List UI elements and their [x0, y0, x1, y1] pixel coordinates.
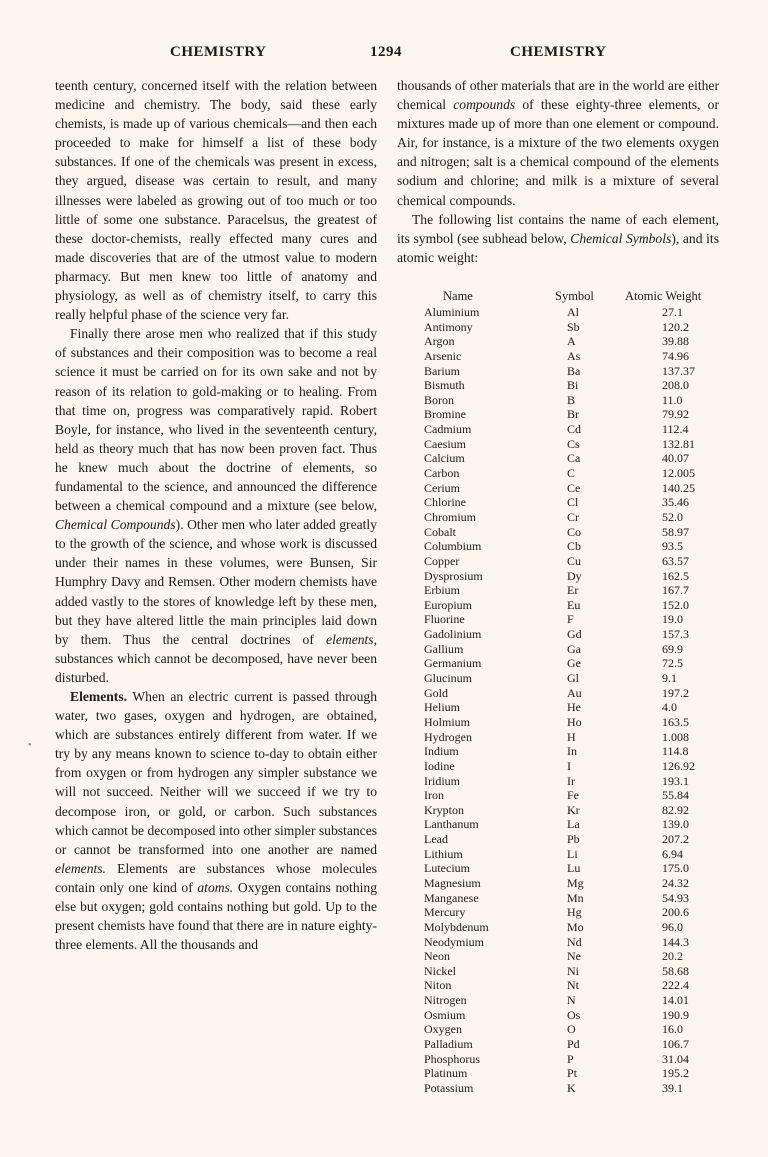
table-row [397, 466, 727, 481]
element-symbol: N [567, 993, 576, 1008]
atomic-weight: 208.0 [662, 378, 689, 393]
atomic-weight: 11.0 [662, 392, 683, 407]
paragraph-text: Elements are substances whose molecules contain only one kind of [55, 860, 377, 895]
atomic-weight: 52.0 [662, 509, 683, 524]
element-name: Bismuth [424, 378, 465, 393]
element-name: Glucinum [424, 671, 472, 686]
atomic-weight: 139.0 [662, 817, 689, 832]
element-name: Lanthanum [424, 817, 479, 832]
table-row [397, 774, 727, 789]
element-name: Phosphorus [424, 1051, 481, 1066]
element-name: Helium [424, 700, 460, 715]
table-row [397, 1066, 727, 1081]
atomic-weight: 55.84 [662, 788, 689, 803]
table-row [397, 569, 727, 584]
element-symbol: Bi [567, 378, 579, 393]
table-row [397, 334, 727, 349]
element-table [397, 287, 727, 1096]
table-row [397, 949, 727, 964]
table-row [397, 1081, 727, 1096]
table-row [397, 642, 727, 657]
atomic-weight: 175.0 [662, 861, 689, 876]
atomic-weight: 35.46 [662, 495, 689, 510]
element-symbol: H [567, 729, 576, 744]
element-name: Indium [424, 744, 459, 759]
element-symbol: Ge [567, 656, 581, 671]
element-symbol: Cl [567, 495, 579, 510]
element-symbol: Pd [567, 1037, 580, 1052]
table-row [397, 744, 727, 759]
element-name: Niton [424, 978, 452, 993]
table-row [397, 656, 727, 671]
header-weight: Atomic Weight [625, 289, 702, 303]
element-name: Chromium [424, 509, 477, 524]
element-name: Chlorine [424, 495, 466, 510]
atomic-weight: 93.5 [662, 539, 683, 554]
element-name: Europium [424, 597, 472, 612]
element-symbol: Ne [567, 949, 581, 964]
atomic-weight: 193.1 [662, 773, 689, 788]
atomic-weight: 39.88 [662, 334, 689, 349]
element-name: Potassium [424, 1080, 474, 1095]
element-name: Hydrogen [424, 729, 472, 744]
atomic-weight: 163.5 [662, 714, 689, 729]
element-symbol: I [567, 758, 571, 773]
table-row [397, 364, 727, 379]
table-row [397, 671, 727, 686]
emphasis-term: compounds [453, 97, 516, 113]
paragraph-text: Oxygen contains nothing else but oxygen; gold contains nothing but gold. Up to the present chemists have found that there are in nature eighty-three elements. All the thousands and [55, 879, 377, 953]
atomic-weight: 106.7 [662, 1037, 689, 1052]
element-symbol: Co [567, 524, 582, 539]
atomic-weight: 137.37 [662, 363, 695, 378]
element-symbol: Pb [567, 832, 580, 847]
atomic-weight: 27.1 [662, 305, 683, 319]
element-name: Nickel [424, 963, 456, 978]
table-row [397, 554, 727, 569]
element-symbol: Cs [567, 436, 580, 451]
table-row [397, 583, 727, 598]
element-symbol: Ce [567, 480, 581, 495]
element-name: Krypton [424, 802, 464, 817]
atomic-weight: 16.0 [662, 1022, 683, 1037]
left-column [55, 76, 377, 954]
element-symbol: B [567, 392, 576, 407]
paragraph-text: thousands of other materials that are in the world are either chemical [397, 78, 719, 113]
atomic-weight: 58.97 [662, 524, 689, 539]
table-row [397, 525, 727, 540]
atomic-weight: 114.8 [662, 744, 689, 759]
table-row [397, 612, 727, 627]
table-row [397, 861, 727, 876]
atomic-weight: 12.005 [662, 466, 695, 481]
atomic-weight: 207.2 [662, 832, 689, 847]
element-symbol: Nd [567, 934, 582, 949]
element-name: Boron [424, 392, 454, 407]
element-symbol: Mo [567, 919, 584, 934]
atomic-weight: 6.94 [662, 846, 683, 861]
table-row [397, 700, 727, 715]
atomic-weight: 195.2 [662, 1066, 689, 1081]
element-name: Gold [424, 685, 448, 700]
section-heading-elements: Elements. [70, 689, 128, 704]
element-name: Gadolinium [424, 627, 482, 642]
element-symbol: Cu [567, 553, 582, 568]
element-symbol: Hg [567, 905, 582, 920]
paragraph-list-intro [397, 210, 719, 267]
element-symbol: O [567, 1022, 576, 1037]
atomic-weight: 31.04 [662, 1051, 689, 1066]
paragraph-1 [55, 76, 377, 324]
atomic-weight: 1.008 [662, 729, 689, 744]
element-name: Columbium [424, 539, 482, 554]
element-name: Holmium [424, 714, 471, 729]
table-row [397, 715, 727, 730]
element-symbol: Gd [567, 627, 582, 642]
table-body [397, 305, 727, 1096]
table-row [397, 539, 727, 554]
table-row [397, 686, 727, 701]
table-row [397, 847, 727, 862]
atomic-weight: 132.81 [662, 436, 695, 451]
element-symbol: Er [567, 583, 579, 598]
table-row [397, 832, 727, 847]
element-name: Carbon [424, 466, 460, 481]
element-symbol: F [567, 612, 574, 627]
element-symbol: Ir [567, 773, 575, 788]
element-symbol: La [567, 817, 580, 832]
element-symbol: Eu [567, 597, 581, 612]
element-symbol: Cb [567, 539, 582, 554]
paragraph-2 [55, 324, 377, 687]
element-name: Caesium [424, 436, 466, 451]
header-name: Name [443, 289, 473, 303]
atomic-weight: 54.93 [662, 890, 689, 905]
element-name: Calcium [424, 451, 465, 466]
element-symbol: Au [567, 685, 582, 700]
atomic-weight: 197.2 [662, 685, 689, 700]
element-name: Lithium [424, 846, 463, 861]
table-row [397, 481, 727, 496]
table-row [397, 993, 727, 1008]
atomic-weight: 24.32 [662, 875, 689, 890]
table-row [397, 730, 727, 745]
element-symbol: Pt [567, 1066, 578, 1081]
element-symbol: Cr [567, 509, 579, 524]
running-head [60, 44, 728, 68]
element-name: Cobalt [424, 524, 456, 539]
element-symbol: Fe [567, 788, 579, 803]
atomic-weight: 40.07 [662, 451, 689, 466]
table-row [397, 598, 727, 613]
atomic-weight: 144.3 [662, 934, 689, 949]
table-row [397, 422, 727, 437]
paragraph-text: When an electric current is passed through water, two gases, oxygen and hydrogen, are obtained, which are substances entirely different from water. If we try by any means known to science to-day to obtain either from oxygen or from hydrogen any simpler substance we will not succeed. Neither will we succeed if we try to decompose iron, or gold, or carbon. Such substances which cannot be decomposed into other simpler substances or cannot be transformed into one another are named [55, 689, 378, 857]
element-name: Cerium [424, 480, 460, 495]
atomic-weight: 69.9 [662, 641, 683, 656]
emphasis-term: elements, [326, 631, 377, 647]
table-row [397, 451, 727, 466]
element-name: Antimony [424, 319, 473, 334]
element-name: Fluorine [424, 612, 465, 627]
table-row [397, 495, 727, 510]
element-name: Bromine [424, 407, 466, 422]
atomic-weight: 74.96 [662, 348, 689, 363]
element-name: Oxygen [424, 1022, 462, 1037]
table-row [397, 320, 727, 335]
atomic-weight: 162.5 [662, 568, 689, 583]
atomic-weight: 63.57 [662, 553, 689, 568]
element-name: Neodymium [424, 934, 484, 949]
emphasis-term: elements. [55, 860, 106, 876]
element-symbol: As [567, 348, 581, 363]
element-symbol: Dy [567, 568, 582, 583]
paragraph-text: substances which cannot be decomposed, have never been disturbed. [55, 650, 377, 685]
paragraph-text: ), and its atomic weight: [397, 230, 719, 265]
table-header [397, 287, 727, 305]
table-row [397, 905, 727, 920]
atomic-weight: 82.92 [662, 802, 689, 817]
element-name: Iodine [424, 758, 455, 773]
paragraph-elements [55, 687, 377, 954]
table-row [397, 627, 727, 642]
element-name: Molybdenum [424, 919, 489, 934]
atomic-weight: 222.4 [662, 978, 689, 993]
element-name: Magnesium [424, 875, 481, 890]
element-symbol: Mn [567, 890, 584, 905]
element-name: Lead [424, 832, 448, 847]
element-symbol: Li [567, 846, 578, 861]
element-symbol: A [567, 334, 576, 349]
element-symbol: Ca [567, 451, 581, 466]
atomic-weight: 72.5 [662, 656, 683, 671]
element-name: Aluminium [424, 305, 480, 319]
element-symbol: P [567, 1051, 574, 1066]
table-row [397, 437, 727, 452]
emphasis-term: atoms. [197, 879, 234, 895]
element-name: Platinum [424, 1066, 468, 1081]
element-symbol: Al [567, 305, 579, 319]
paragraph-text: The following list contains the name of each element, its symbol (see subhead below, [397, 211, 719, 246]
element-name: Manganese [424, 890, 479, 905]
element-name: Copper [424, 553, 460, 568]
atomic-weight: 96.0 [662, 919, 683, 934]
atomic-weight: 200.6 [662, 905, 689, 920]
table-row [397, 407, 727, 422]
table-row [397, 305, 727, 320]
table-row [397, 876, 727, 891]
element-name: Osmium [424, 1007, 466, 1022]
table-row [397, 817, 727, 832]
table-row [397, 510, 727, 525]
element-symbol: Ba [567, 363, 581, 378]
atomic-weight: 79.92 [662, 407, 689, 422]
table-row [397, 378, 727, 393]
element-symbol: Cd [567, 422, 582, 437]
element-symbol: K [567, 1080, 576, 1095]
element-symbol: Os [567, 1007, 581, 1022]
page-number: 1294 [370, 44, 402, 60]
element-name: Lutecium [424, 861, 470, 876]
atomic-weight: 14.01 [662, 993, 689, 1008]
table-row [397, 1037, 727, 1052]
element-symbol: Gl [567, 671, 579, 686]
atomic-weight: 58.68 [662, 963, 689, 978]
table-row [397, 393, 727, 408]
paragraph-text: of these eighty-three elements, or mixtures made up of more than one element or compound. Air, for instance, is a mixture of the two elements oxygen and nitrogen; salt is a chemical compound of the elements sodium and chlorine; and milk is a mixture of several chemical compounds. [397, 97, 719, 208]
paragraph-compounds [397, 76, 719, 210]
atomic-weight: 152.0 [662, 597, 689, 612]
header-left-title: CHEMISTRY [170, 44, 267, 60]
element-name: Palladium [424, 1037, 473, 1052]
atomic-weight: 20.2 [662, 949, 683, 964]
element-symbol: Ho [567, 714, 582, 729]
paragraph-text: teenth century, concerned itself with the relation between medicine and chemistry. The body, said these early chemists, is made up of various chemicals—and then each proceeded to make for himself a list of these body substances. If one of the chemicals was present in excess, they argued, disease was certain to result, and many illnesses were labeled as growing out of too much or too little of some one substance. Paracelsus, the greatest of these doctor-chemists, really effected many cures and made discoveries that are of the utmost value to modern pharmacy. But men knew too little of anatomy and physiology, as well as of chemistry itself, to carry this really helpful phase of the science very far. [55, 78, 377, 323]
element-symbol: Br [567, 407, 579, 422]
element-symbol: Nt [567, 978, 579, 993]
atomic-weight: 167.7 [662, 583, 689, 598]
element-symbol: C [567, 466, 576, 481]
paragraph-text: Finally there arose men who realized that if this study of substances and their composition was to become a real science it must be carried on for its own sake and not by reason of its relation to gold-making or to healing. From that time on, progress was comparatively rapid. Robert Boyle, for instance, who lived in the seventeenth century, held as theory much that has now been proven fact. Thus he knew much about the doctrine of elements, so fundamental to the science, and announced the difference between a chemical compound and a mixture (see below, [55, 326, 377, 514]
margin-mark: • [28, 740, 32, 751]
table-row [397, 1052, 727, 1067]
header-symbol: Symbol [555, 289, 594, 303]
table-row [397, 891, 727, 906]
element-name: Mercury [424, 905, 466, 920]
table-row [397, 1022, 727, 1037]
table-row [397, 964, 727, 979]
element-symbol: Sb [567, 319, 580, 334]
element-name: Cadmium [424, 422, 472, 437]
table-row [397, 803, 727, 818]
element-symbol: Kr [567, 802, 580, 817]
atomic-weight: 112.4 [662, 422, 689, 437]
atomic-weight: 120.2 [662, 319, 689, 334]
right-column [397, 76, 719, 267]
element-symbol: In [567, 744, 577, 759]
element-symbol: Ni [567, 963, 579, 978]
atomic-weight: 4.0 [662, 700, 677, 715]
element-symbol: Mg [567, 875, 584, 890]
element-name: Gallium [424, 641, 464, 656]
table-row [397, 349, 727, 364]
atomic-weight: 190.9 [662, 1007, 689, 1022]
element-name: Iridium [424, 773, 460, 788]
element-symbol: He [567, 700, 581, 715]
atomic-weight: 126.92 [662, 758, 695, 773]
element-name: Erbium [424, 583, 460, 598]
atomic-weight: 39.1 [662, 1080, 683, 1095]
table-row [397, 788, 727, 803]
element-name: Dysprosium [424, 568, 483, 583]
atomic-weight: 19.0 [662, 612, 683, 627]
table-row [397, 759, 727, 774]
header-right-title: CHEMISTRY [510, 44, 607, 60]
element-symbol: Lu [567, 861, 581, 876]
atomic-weight: 140.25 [662, 480, 695, 495]
cross-reference: Chemical Symbols [570, 230, 672, 246]
table-row [397, 920, 727, 935]
table-row [397, 978, 727, 993]
element-name: Nitrogen [424, 993, 467, 1008]
element-name: Argon [424, 334, 455, 349]
element-symbol: Ga [567, 641, 581, 656]
element-name: Iron [424, 788, 444, 803]
element-name: Germanium [424, 656, 482, 671]
cross-reference: Chemical Compounds [55, 517, 176, 533]
atomic-weight: 9.1 [662, 671, 677, 686]
atomic-weight: 157.3 [662, 627, 689, 642]
table-row [397, 1008, 727, 1023]
paragraph-text: ). Other men who later added greatly to the growth of the science, and whose work is discussed under their names in these volumes, were Bunsen, Sir Humphry Davy and Remsen. Other modern chemists have added vastly to the stores of knowledge left by these men, but they have altered little the main principles laid down by them. Thus the central doctrines of [55, 517, 378, 647]
table-row [397, 935, 727, 950]
element-name: Neon [424, 949, 450, 964]
element-name: Arsenic [424, 348, 462, 363]
element-name: Barium [424, 363, 460, 378]
